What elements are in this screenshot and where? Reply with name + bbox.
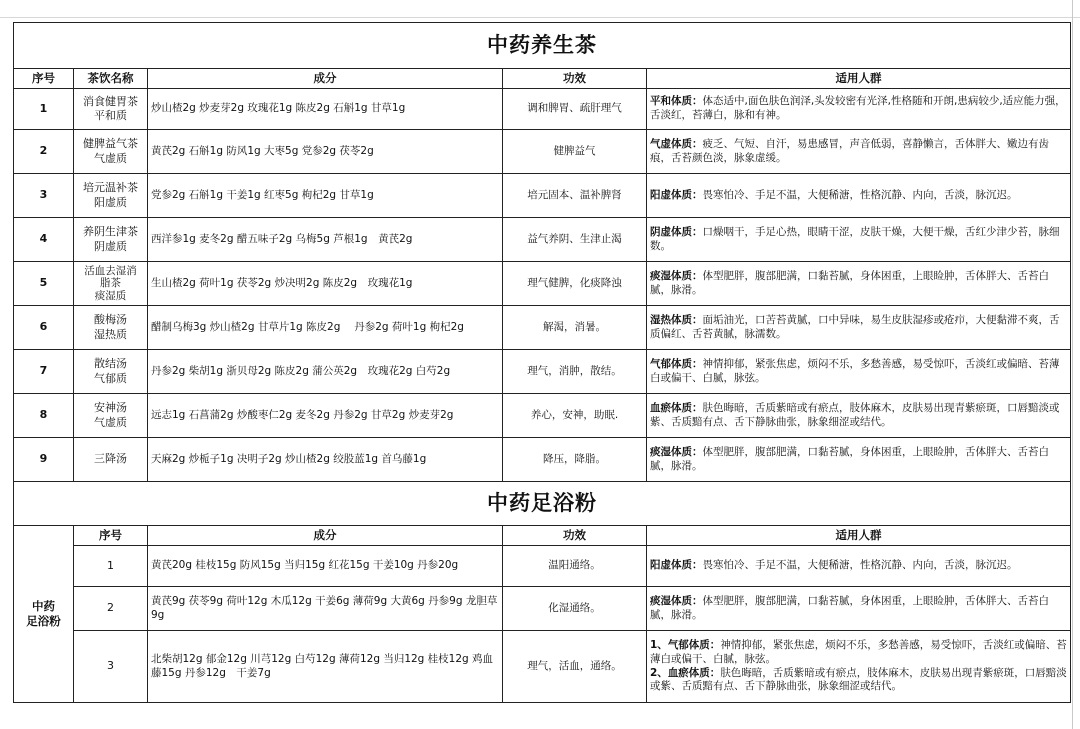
crowd-prefix: 2、 [650, 666, 668, 679]
crowd-item [650, 667, 1067, 694]
row-crowd [647, 130, 1071, 174]
crowd-label: 痰湿体质： [650, 445, 703, 458]
crowd-label: 阳虚体质： [650, 559, 703, 572]
row-effect: 健脾益气 [503, 130, 647, 174]
table-row [14, 350, 1071, 394]
row-effect: 理气，消肿，散结。 [503, 350, 647, 394]
tea-name-line: 培元温补茶 [83, 181, 138, 195]
crowd-label: 血瘀体质： [667, 666, 721, 679]
tea-section-title: 中药养生茶 [14, 23, 1071, 69]
crowd-text: 体型肥胖，腹部肥满，口黏苔腻，身体困重，上眼睑肿，舌体胖大、舌苔白腻，脉滑。 [650, 594, 1049, 621]
side-label-line: 足浴粉 [26, 614, 61, 628]
row-crowd [647, 218, 1071, 262]
row-crowd [647, 306, 1071, 350]
row-ingredients: 醋制乌梅3g 炒山楂2g 甘草片1g 陈皮2g 丹参2g 荷叶1g 枸杞2g [148, 306, 503, 350]
crowd-label: 痰湿体质： [650, 594, 703, 607]
row-effect: 培元固本、温补脾肾 [503, 174, 647, 218]
crowd-item [650, 639, 1067, 666]
row-no: 8 [14, 394, 74, 438]
foot-side-label [14, 526, 74, 703]
header-effect: 功效 [503, 69, 647, 89]
row-no: 7 [14, 350, 74, 394]
herbal-table [13, 22, 1071, 703]
tea-name-line: 活血去湿消 [84, 265, 137, 278]
row-no: 2 [14, 130, 74, 174]
crowd-text: 体态适中,面色肤色润泽,头发较密有光泽,性格随和开朗,患病较少,适应能力强，舌淡红，苔薄白，脉和有神。 [650, 95, 1066, 121]
tea-constitution: 阴虚质 [94, 239, 127, 253]
crowd-label: 湿热体质： [650, 313, 703, 326]
foot-section-title: 中药足浴粉 [14, 482, 1071, 526]
header-effect: 功效 [503, 526, 647, 546]
table-row [14, 174, 1071, 218]
crowd-label: 气郁体质： [650, 357, 703, 370]
crowd-label: 阴虚体质： [650, 225, 703, 238]
row-no: 2 [74, 587, 148, 631]
table-row [14, 89, 1071, 130]
row-crowd [647, 438, 1071, 482]
header-no: 序号 [74, 526, 148, 546]
row-crowd [647, 394, 1071, 438]
row-effect: 解渴，消暑。 [503, 306, 647, 350]
row-no: 9 [14, 438, 74, 482]
row-effect: 益气养阴、生津止渴 [503, 218, 647, 262]
table-row [14, 587, 1071, 631]
crowd-text: 肤色晦暗，舌质紫暗或有瘀点，肢体麻木，皮肤易出现青紫瘀斑，口唇黯淡或紫、舌质黯有点、舌下静脉曲张，脉象细涩或结代。 [650, 401, 1060, 428]
header-ingredients: 成分 [148, 69, 503, 89]
tea-constitution: 平和质 [94, 109, 127, 122]
tea-name-line: 脂茶 [100, 277, 121, 290]
row-tea-name [74, 89, 148, 130]
header-crowd: 适用人群 [647, 526, 1071, 546]
row-no: 4 [14, 218, 74, 262]
sheet-right-gridline [1072, 0, 1073, 729]
header-crowd: 适用人群 [647, 69, 1071, 89]
row-crowd [647, 546, 1071, 587]
row-ingredients: 黄芪2g 石斛1g 防风1g 大枣5g 党参2g 茯苓2g [148, 130, 503, 174]
crowd-text: 面垢油光，口苦苔黄腻，口中异味，易生皮肤湿疹或疮疖，大便黏滞不爽，舌质偏红、舌苔黄腻，脉濡数。 [650, 313, 1060, 340]
row-crowd [647, 174, 1071, 218]
row-effect: 理气，活血，通络。 [503, 631, 647, 703]
foot-header-row [14, 526, 1071, 546]
crowd-text: 畏寒怕冷、手足不温，大便稀溏，性格沉静、内向，舌淡，脉沉迟。 [702, 188, 1018, 201]
row-effect: 化湿通络。 [503, 587, 647, 631]
row-crowd [647, 587, 1071, 631]
tea-name-line: 养阴生津茶 [83, 225, 138, 239]
table-row [14, 306, 1071, 350]
tea-name-line: 三降汤 [94, 452, 127, 466]
table-row [14, 394, 1071, 438]
crowd-label: 气郁体质： [667, 639, 721, 652]
row-ingredients: 黄芪20g 桂枝15g 防风15g 当归15g 红花15g 干姜10g 丹参20g [148, 546, 503, 587]
row-tea-name [74, 174, 148, 218]
tea-constitution: 气虚质 [94, 415, 127, 429]
table-row [14, 438, 1071, 482]
crowd-text: 口燥咽干，手足心热，眼睛干涩，皮肤干燥，大便干燥，舌红少津少苔，脉细数。 [650, 225, 1060, 252]
crowd-label: 血瘀体质： [650, 401, 703, 414]
row-tea-name [74, 306, 148, 350]
tea-constitution: 痰湿质 [94, 289, 127, 302]
row-tea-name [74, 218, 148, 262]
row-effect: 养心，安神，助眠. [503, 394, 647, 438]
crowd-text: 疲乏、气短、自汗，易患感冒，声音低弱，喜静懒言，舌体胖大、嫩边有齿痕，舌苔颜色淡，脉象虚缓。 [650, 137, 1049, 164]
crowd-label: 气虚体质： [650, 137, 703, 150]
row-ingredients: 远志1g 石菖蒲2g 炒酸枣仁2g 麦冬2g 丹参2g 甘草2g 炒麦芽2g [148, 394, 503, 438]
row-no: 6 [14, 306, 74, 350]
crowd-text: 体型肥胖，腹部肥满，口黏苔腻，身体困重，上眼睑肿，舌体胖大、舌苔白腻，脉滑。 [650, 445, 1049, 472]
row-tea-name [74, 350, 148, 394]
row-ingredients: 炒山楂2g 炒麦芽2g 玫瑰花1g 陈皮2g 石斛1g 甘草1g [148, 89, 503, 130]
row-tea-name [74, 130, 148, 174]
row-ingredients: 党参2g 石斛1g 干姜1g 红枣5g 枸杞2g 甘草1g [148, 174, 503, 218]
crowd-label: 阳虚体质： [650, 188, 703, 201]
tea-constitution: 阳虚质 [94, 195, 127, 209]
row-effect: 理气健脾，化痰降浊 [503, 262, 647, 306]
crowd-label: 平和体质： [650, 95, 703, 108]
row-ingredients: 天麻2g 炒栀子1g 决明子2g 炒山楂2g 绞股蓝1g 首乌藤1g [148, 438, 503, 482]
crowd-text: 体型肥胖，腹部肥满，口黏苔腻，身体困重，上眼睑肿，舌体胖大、舌苔白腻，脉滑。 [650, 269, 1049, 296]
row-tea-name [74, 394, 148, 438]
crowd-label: 痰湿体质： [650, 269, 703, 282]
row-crowd [647, 89, 1071, 130]
table-row [14, 262, 1071, 306]
tea-constitution: 湿热质 [94, 327, 127, 341]
row-effect: 降压，降脂。 [503, 438, 647, 482]
crowd-text: 畏寒怕冷、手足不温，大便稀溏，性格沉静、内向，舌淡，脉沉迟。 [702, 559, 1018, 572]
tea-header-row [14, 69, 1071, 89]
row-ingredients: 西洋参1g 麦冬2g 醋五味子2g 乌梅5g 芦根1g 黄芪2g [148, 218, 503, 262]
side-label-line: 中药 [32, 599, 55, 614]
tea-name-line: 消食健胃茶 [83, 94, 138, 108]
tea-name-line: 酸梅汤 [94, 313, 127, 327]
tea-name-line: 健脾益气茶 [83, 137, 138, 151]
crowd-prefix: 1、 [650, 639, 668, 652]
row-ingredients: 北柴胡12g 郁金12g 川芎12g 白芍12g 薄荷12g 当归12g 桂枝12g 鸡血藤15g 丹参12g 干姜7g [148, 631, 503, 703]
row-tea-name [74, 262, 148, 306]
row-ingredients: 丹参2g 柴胡1g 浙贝母2g 陈皮2g 蒲公英2g 玫瑰花2g 白芍2g [148, 350, 503, 394]
sheet-top-gridline [0, 17, 1080, 18]
row-crowd [647, 631, 1071, 703]
tea-constitution: 气虚质 [94, 151, 127, 165]
tea-constitution: 气郁质 [94, 371, 127, 385]
row-no: 1 [14, 89, 74, 130]
table-row [14, 130, 1071, 174]
crowd-text: 神情抑郁，紧张焦虑，烦闷不乐，多愁善感，易受惊吓，舌淡红或偏暗、苔薄白或偏干、白腻，脉弦。 [650, 357, 1060, 384]
row-ingredients: 黄芪9g 茯苓9g 荷叶12g 木瓜12g 干姜6g 薄荷9g 大黄6g 丹参9g 龙胆草9g [148, 587, 503, 631]
row-effect: 调和脾胃、疏肝理气 [503, 89, 647, 130]
row-no: 5 [14, 262, 74, 306]
header-tea-name: 茶饮名称 [74, 69, 148, 89]
row-effect: 温阳通络。 [503, 546, 647, 587]
tea-name-line: 散结汤 [94, 357, 127, 371]
row-tea-name [74, 438, 148, 482]
row-no: 3 [74, 631, 148, 703]
row-no: 3 [14, 174, 74, 218]
tea-name-line: 安神汤 [94, 401, 127, 415]
header-ingredients: 成分 [148, 526, 503, 546]
header-no: 序号 [14, 69, 74, 89]
row-crowd [647, 262, 1071, 306]
table-row [14, 631, 1071, 703]
crowd-text: 肤色晦暗，舌质紫暗或有瘀点，肢体麻木，皮肤易出现青紫瘀斑，口唇黯淡或紫、舌质黯有点、舌下静脉曲张，脉象细涩或结代。 [650, 666, 1067, 693]
table-row [14, 218, 1071, 262]
row-ingredients: 生山楂2g 荷叶1g 茯苓2g 炒决明2g 陈皮2g 玫瑰花1g [148, 262, 503, 306]
crowd-text: 神情抑郁，紧张焦虑，烦闷不乐，多愁善感，易受惊吓，舌淡红或偏暗、苔薄白或偏干、白腻，脉弦。 [650, 639, 1067, 665]
row-no: 1 [74, 546, 148, 587]
row-crowd [647, 350, 1071, 394]
table-row [14, 546, 1071, 587]
